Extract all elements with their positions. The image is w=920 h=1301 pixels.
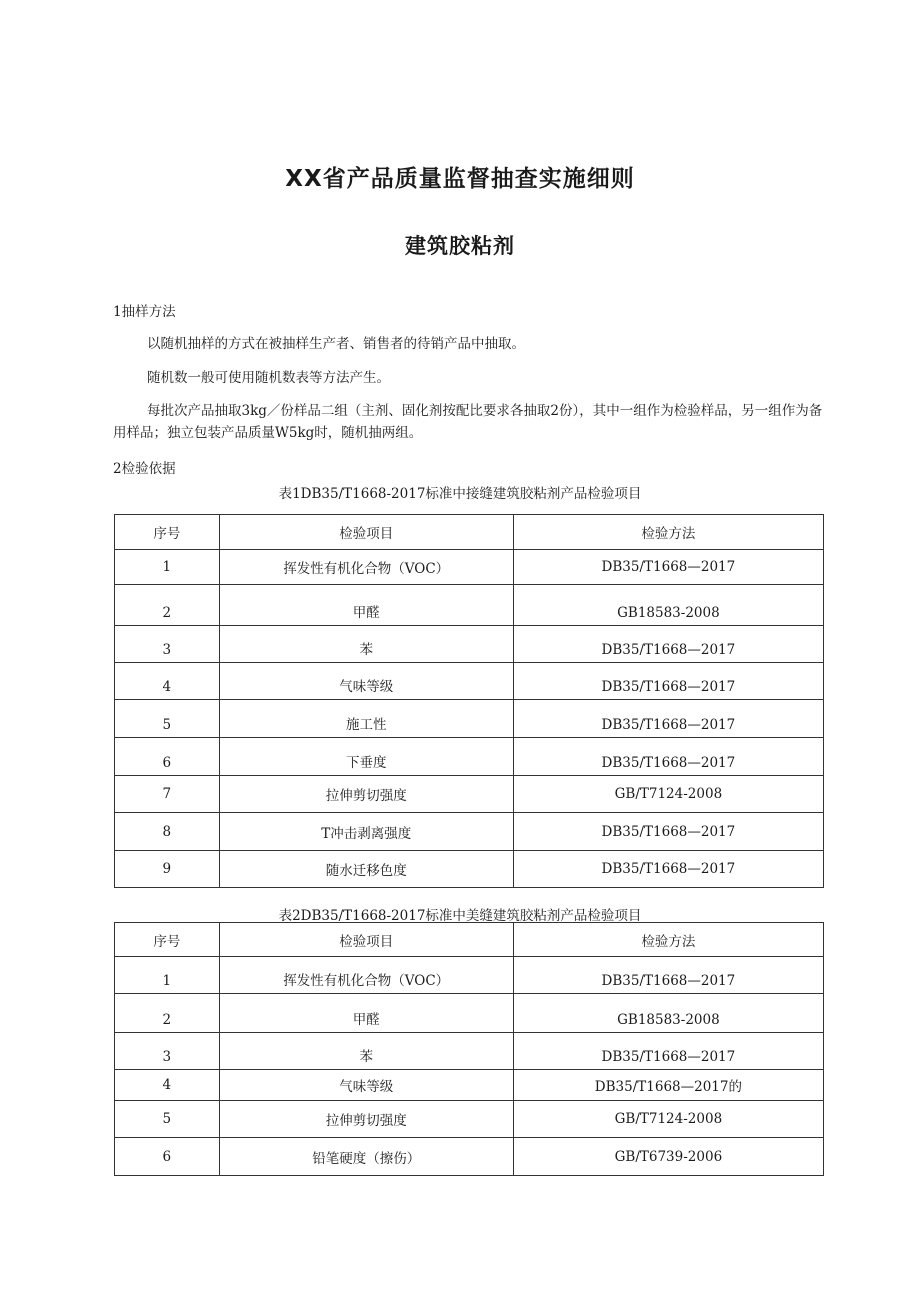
- header-cell-method: 检验方法: [513, 923, 823, 957]
- table-row: [115, 851, 824, 888]
- header-cell-item: 检验项目: [219, 515, 513, 550]
- table-header-row: [115, 923, 824, 957]
- table-row: [115, 813, 824, 851]
- cell-no: 2: [115, 994, 220, 1033]
- cell-method: GB18583-2008: [513, 585, 823, 626]
- cell-item: 挥发性有机化合物（VOC）: [219, 550, 513, 585]
- sampling-paragraph-1: 以随机抽样的方式在被抽样生产者、销售者的待销产品中抽取。: [147, 336, 525, 352]
- cell-method: DB35/T1668—2017: [513, 550, 823, 585]
- cell-method: DB35/T1668—2017: [513, 957, 823, 994]
- cell-method: DB35/T1668—2017: [513, 700, 823, 738]
- cell-method: DB35/T1668—2017: [513, 813, 823, 851]
- table-row: [115, 1033, 824, 1070]
- cell-no: 2: [115, 585, 220, 626]
- header-cell-no: 序号: [115, 515, 220, 550]
- section-1-heading: 1抽样方法: [113, 304, 176, 320]
- table-row: [115, 1101, 824, 1138]
- cell-method: DB35/T1668—2017: [513, 1033, 823, 1070]
- cell-no: 9: [115, 851, 220, 888]
- document-subtitle: 建筑胶粘剂: [405, 234, 515, 258]
- section-2-heading: 2检验依据: [113, 461, 176, 477]
- cell-no: 1: [115, 550, 220, 585]
- cell-item: 苯: [219, 626, 513, 663]
- cell-no: 5: [115, 1101, 220, 1138]
- cell-item: 拉伸剪切强度: [219, 1101, 513, 1138]
- cell-item: 随水迁移色度: [219, 851, 513, 888]
- cell-item: 气味等级: [219, 1070, 513, 1101]
- table-row: [115, 585, 824, 626]
- cell-item: 苯: [219, 1033, 513, 1070]
- table-2-caption: 表2DB35/T1668-2017标准中美缝建筑胶粘剂产品检验项目: [278, 908, 642, 924]
- cell-method: DB35/T1668—2017: [513, 663, 823, 700]
- cell-no: 4: [115, 663, 220, 700]
- inspection-table-2: [114, 922, 824, 1176]
- cell-item: 下垂度: [219, 738, 513, 776]
- table-row: [115, 550, 824, 585]
- cell-no: 4: [115, 1070, 220, 1101]
- cell-no: 8: [115, 813, 220, 851]
- cell-no: 5: [115, 700, 220, 738]
- table-1-caption: 表1DB35/T1668-2017标准中接缝建筑胶粘剂产品检验项目: [278, 486, 642, 502]
- cell-no: 7: [115, 776, 220, 813]
- cell-item: 甲醛: [219, 585, 513, 626]
- table-row: [115, 626, 824, 663]
- cell-no: 3: [115, 626, 220, 663]
- table-row: [115, 1070, 824, 1101]
- cell-method: GB/T7124-2008: [513, 776, 823, 813]
- cell-method: GB/T6739-2006: [513, 1138, 823, 1176]
- cell-method: DB35/T1668—2017的: [513, 1070, 823, 1101]
- table-row: [115, 957, 824, 994]
- cell-no: 1: [115, 957, 220, 994]
- cell-item: 挥发性有机化合物（VOC）: [219, 957, 513, 994]
- table-header-row: [115, 515, 824, 550]
- cell-no: 6: [115, 738, 220, 776]
- cell-method: GB/T7124-2008: [513, 1101, 823, 1138]
- sampling-paragraph-3: 每批次产品抽取3kg／份样品二组（主剂、固化剂按配比要求各抽取2份），其中一组作为检验样品，另一组作为备用样品；独立包装产品质量W5kg时，随机抽两组。: [113, 403, 823, 441]
- header-cell-method: 检验方法: [513, 515, 823, 550]
- cell-method: DB35/T1668—2017: [513, 626, 823, 663]
- cell-item: 拉伸剪切强度: [219, 776, 513, 813]
- cell-no: 6: [115, 1138, 220, 1176]
- cell-item: 施工性: [219, 700, 513, 738]
- table-row: [115, 738, 824, 776]
- header-cell-no: 序号: [115, 923, 220, 957]
- header-cell-item: 检验项目: [219, 923, 513, 957]
- cell-item: 甲醛: [219, 994, 513, 1033]
- cell-item: T冲击剥离强度: [219, 813, 513, 851]
- cell-no: 3: [115, 1033, 220, 1070]
- table-row: [115, 994, 824, 1033]
- sampling-paragraph-2: 随机数一般可使用随机数表等方法产生。: [147, 370, 390, 386]
- inspection-table-1: [114, 514, 824, 888]
- cell-method: DB35/T1668—2017: [513, 738, 823, 776]
- cell-method: GB18583-2008: [513, 994, 823, 1033]
- document-title: XX省产品质量监督抽查实施细则: [285, 166, 635, 192]
- cell-item: 铅笔硬度（擦伤）: [219, 1138, 513, 1176]
- table-row: [115, 663, 824, 700]
- table-row: [115, 776, 824, 813]
- cell-method: DB35/T1668—2017: [513, 851, 823, 888]
- table-row: [115, 1138, 824, 1176]
- cell-item: 气味等级: [219, 663, 513, 700]
- table-row: [115, 700, 824, 738]
